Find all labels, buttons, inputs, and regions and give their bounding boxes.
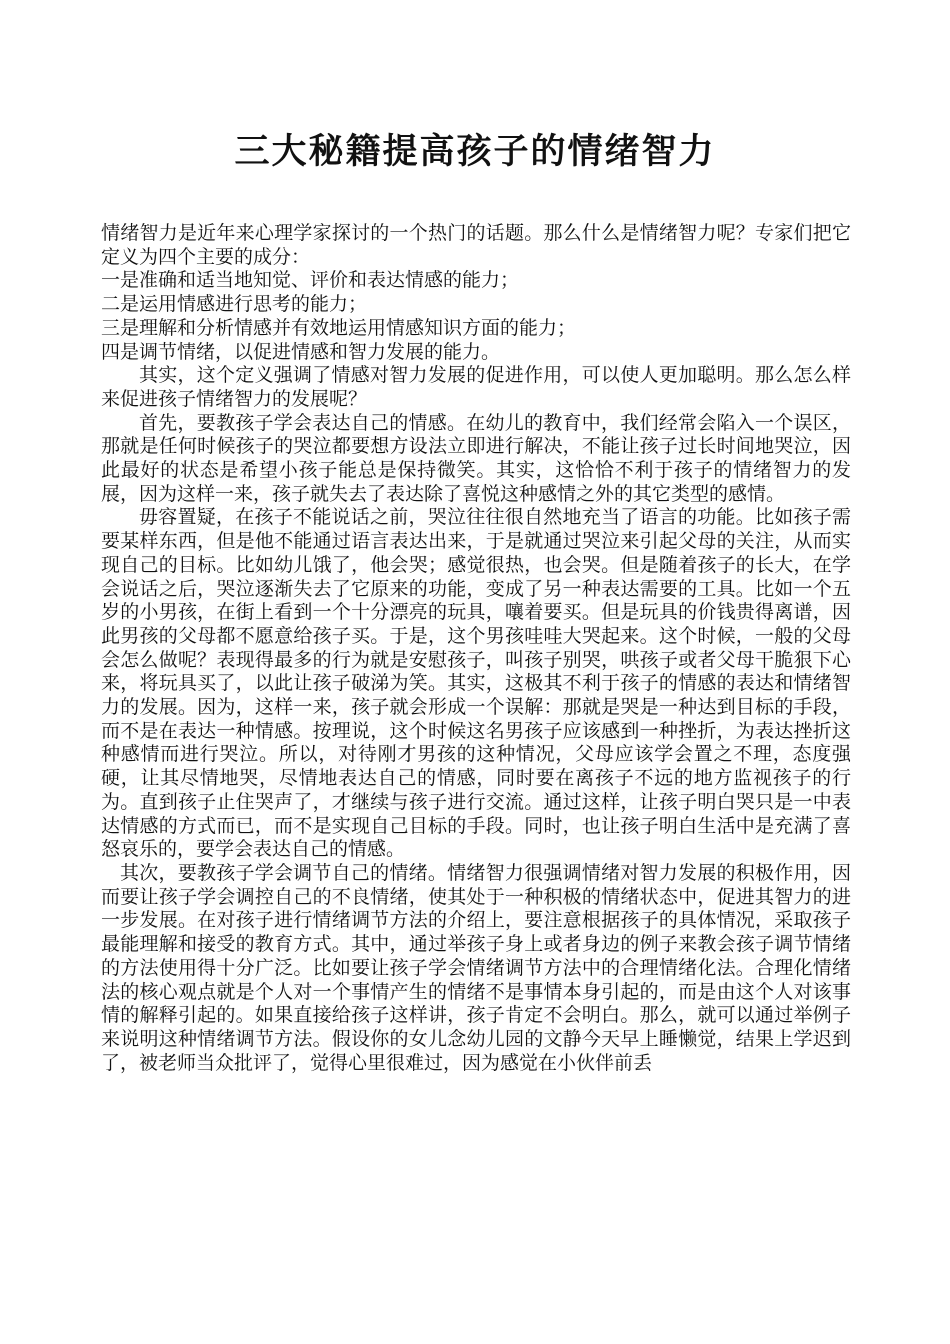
paragraph: 一是准确和适当地知觉、评价和表达情感的能力； <box>101 269 520 292</box>
paragraph: 首先，要教孩子学会表达自己的情感。在幼儿的教育中，我们经常会陷入一个误区，那就是任何时候孩子的哭泣都要想方设法立即进行解决，不能让孩子过长时间地哭泣，因此最好的状态是希望小孩子能总是保持微笑。其实，这恰恰不利于孩子的情绪智力的发展，因为这样一来，孩子就失去了表达除了喜悦这种感情之外的其它类型的感情。 <box>101 411 851 505</box>
paragraph: 四是调节情绪，以促进情感和智力发展的能力。 <box>101 340 501 363</box>
paragraph: 情绪智力是近年来心理学家探讨的一个热门的话题。那么什么是情绪智力呢？专家们把它定义为四个主要的成分： <box>101 222 851 268</box>
paragraph: 二是运用情感进行思考的能力； <box>101 293 368 316</box>
document-title: 三大秘籍提高孩子的情绪智力 <box>234 131 716 172</box>
paragraph: 三是理解和分析情感并有效地运用情感知识方面的能力； <box>101 316 577 339</box>
paragraph: 毋容置疑，在孩子不能说话之前，哭泣往往很自然地充当了语言的功能。比如孩子需要某样东西，但是他不能通过语言表达出来，于是就通过哭泣来引起父母的关注，从而实现自己的目标。比如幼儿饿了，他会哭；感觉很热，也会哭。但是随着孩子的长大，在学会说话之后，哭泣逐渐失去了它原来的功能，变成了另一种表达需要的工具。比如一个五岁的小男孩，在街上看到一个十分漂亮的玩具，嚷着要买。但是玩具的价钱贵得离谱，因此男孩的父母都不愿意给孩子买。于是，这个男孩哇哇大哭起来。这个时候，一般的父母会怎么做呢？表现得最多的行为就是安慰孩子，叫孩子别哭，哄孩子或者父母干脆狠下心来，将玩具买了，以此让孩子破涕为笑。其实，这极其不利于孩子的情感的表达和情绪智力的发展。因为，这样一来，孩子就会形成一个误解：那就是哭是一种达到目标的手段，而不是在表达一种情感。按理说，这个时候这名男孩子应该感到一种挫折，为表达挫折这种感情而进行哭泣。所以，对待刚才男孩的这种情况，父母应该学会置之不理，态度强硬，让其尽情地哭，尽情地表达自己的情感，同时要在离孩子不远的地方监视孩子的行为。直到孩子止住哭声了，才继续与孩子进行交流。通过这样，让孩子明白哭只是一中表达情感的方式而已，而不是实现自己目标的手段。同时，也让孩子明白生活中是充满了喜怒哀乐的，要学会表达自己的情感。 <box>101 506 851 861</box>
paragraph: 其实，这个定义强调了情感对智力发展的促进作用，可以使人更加聪明。那么怎么样来促进孩子情绪智力的发展呢？ <box>101 364 851 410</box>
paragraph: 其次，要教孩子学会调节自己的情绪。情绪智力很强调情绪对智力发展的积极作用，因而要让孩子学会调控自己的不良情绪，使其处于一种积极的情绪状态中，促进其智力的进一步发展。在对孩子进行情绪调节方法的介绍上，要注意根据孩子的具体情况，采取孩子最能理解和接受的教育方式。其中，通过举孩子身上或者身边的例子来教会孩子调节情绪的方法使用得十分广泛。比如要让孩子学会情绪调节方法中的合理情绪化法。合理化情绪法的核心观点就是个人对一个事情产生的情绪不是事情本身引起的，而是由这个人对该事情的解释引起的。如果直接给孩子这样讲，孩子肯定不会明白。那么，就可以通过举例子来说明这种情绪调节方法。假设你的女儿念幼儿园的文静今天早上睡懒觉，结果上学迟到了，被老师当众批评了，觉得心里很难过，因为感觉在小伙伴前丢 <box>101 861 851 1074</box>
document-body <box>101 222 851 1075</box>
